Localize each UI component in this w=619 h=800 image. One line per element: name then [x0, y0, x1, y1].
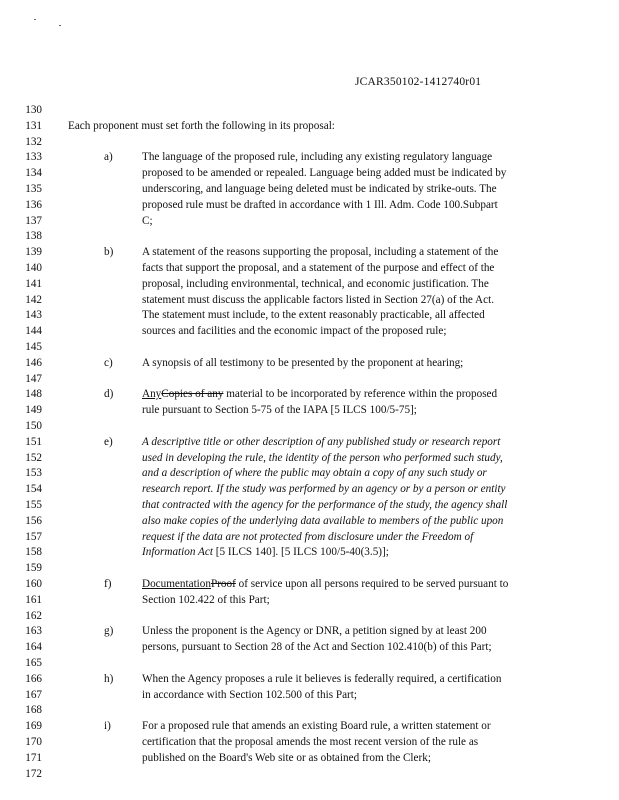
line-number: 149: [25, 404, 42, 417]
line-number: 152: [25, 451, 42, 464]
text-segment: proposal, including environmental, technical, and economic justification. The: [142, 277, 489, 290]
text-segment: sources and facilities and the economic impact of the proposed rule;: [142, 325, 447, 338]
line-number: 170: [25, 736, 42, 748]
line-number: 160: [25, 578, 42, 590]
item-label: a): [104, 151, 113, 164]
document-line: [0, 530, 619, 546]
document-line: [0, 514, 619, 530]
line-number: 132: [25, 135, 42, 148]
line-text: [142, 719, 491, 735]
line-number: 145: [25, 341, 42, 353]
line-number: 156: [25, 514, 42, 527]
text-segment: Unless the proponent is the Agency or DNR, a petition signed by at least 200: [142, 625, 487, 638]
line-number: 142: [25, 293, 42, 306]
line-text: [142, 451, 503, 467]
document-line: [0, 482, 619, 498]
italic-text-segment: and a description of where the public may obtain a copy of any such study or: [142, 467, 487, 480]
line-text: [142, 261, 494, 277]
line-text: [142, 293, 494, 309]
line-number: 168: [25, 704, 42, 717]
italic-text-segment: research report. If the study was performed by an agency or by a person or entity: [142, 483, 506, 496]
text-segment: material to be incorporated by reference within the proposed: [223, 388, 498, 401]
line-number: 133: [25, 151, 42, 164]
text-segment: Section 102.422 of this Part;: [142, 593, 270, 606]
line-text: [142, 403, 417, 419]
line-text: [142, 672, 501, 688]
text-segment: certification that the proposal amends the most recent version of the rule as: [142, 736, 479, 748]
document-line: [0, 435, 619, 451]
line-number: 130: [25, 104, 42, 116]
document-line: [0, 277, 619, 293]
text-segment: facts that support the proposal, and a statement of the purpose and effect of the: [142, 262, 495, 274]
line-number: 165: [25, 657, 42, 669]
document-id-header: JCAR350102-1412740r01: [355, 76, 482, 88]
item-label: i): [104, 720, 111, 733]
document-line: [0, 688, 619, 704]
line-number: 146: [25, 356, 42, 369]
text-segment: proposed to be amended or repealed. Language being added must be indicated by: [142, 167, 507, 180]
line-number: 150: [25, 420, 42, 432]
line-number: 134: [25, 167, 42, 180]
text-segment: statement must discuss the applicable factors listed in Section 27(a) of the Act.: [142, 293, 495, 306]
italic-text-segment: request if the data are not protected from disclosure under the Freedom of: [142, 530, 474, 543]
line-text: [142, 198, 498, 214]
document-line: [0, 293, 619, 309]
italic-text-segment: that contracted with the agency for the performance of the study, the agency shall: [142, 499, 508, 511]
document-line: [0, 245, 619, 261]
item-label: d): [104, 388, 114, 401]
document-line: [0, 119, 619, 135]
line-number: 162: [25, 609, 42, 622]
text-segment: The statement must include, to the extent reasonably practicable, all affected: [142, 309, 485, 322]
line-number: 144: [25, 325, 42, 338]
line-number: 140: [25, 262, 42, 274]
document-line: [0, 166, 619, 182]
line-text: [142, 435, 500, 451]
line-text: [142, 150, 492, 166]
line-number: 136: [25, 198, 42, 211]
scan-speck: [34, 19, 36, 20]
document-line: [0, 214, 619, 230]
item-label: b): [104, 246, 114, 259]
document-line: [0, 403, 619, 419]
text-segment: proposed rule must be drafted in accordance with 1 Ill. Adm. Code 100.Subpart: [142, 198, 498, 211]
document-line: [0, 356, 619, 372]
inserted-text-segment: Documentation: [142, 578, 211, 590]
document-line: [0, 609, 619, 625]
document-line: [0, 624, 619, 640]
document-line: [0, 229, 619, 245]
line-number: 139: [25, 246, 42, 259]
item-label: h): [104, 672, 114, 685]
text-segment: The language of the proposed rule, including any existing regulatory language: [142, 151, 493, 164]
document-line: [0, 372, 619, 388]
text-segment: of service upon all persons required to be served pursuant to: [235, 578, 509, 590]
item-label: e): [104, 435, 113, 448]
document-line: [0, 561, 619, 577]
text-segment: [5 ILCS 140]. [5 ILCS 100/5-40(3.5)];: [212, 546, 389, 559]
deleted-text-segment: Proof: [210, 578, 236, 590]
line-number: 166: [25, 672, 42, 685]
line-number: 148: [25, 388, 42, 401]
document-line: [0, 719, 619, 735]
document-line: [0, 419, 619, 435]
line-number: 158: [25, 546, 42, 559]
line-number: 141: [25, 277, 42, 290]
document-line: [0, 672, 619, 688]
line-number: 154: [25, 483, 42, 496]
line-number: 167: [25, 688, 42, 701]
line-text: [142, 245, 498, 261]
line-number: 147: [25, 372, 42, 385]
text-segment: A statement of the reasons supporting the proposal, including a statement of the: [142, 246, 499, 259]
intro-text: Each proponent must set forth the following in its proposal:: [68, 119, 335, 132]
line-text: [142, 530, 473, 546]
line-number: 161: [25, 593, 42, 606]
line-number: 151: [25, 435, 42, 448]
italic-text-segment: Information Act: [142, 546, 213, 559]
italic-text-segment: A descriptive title or other description of any published study or research report: [142, 435, 501, 448]
line-number: 137: [25, 214, 42, 227]
text-segment: A synopsis of all testimony to be presented by the proponent at hearing;: [142, 356, 464, 369]
line-text: [142, 640, 492, 656]
line-text: [142, 356, 463, 372]
scan-speck: [59, 25, 61, 26]
line-number: 163: [25, 625, 42, 638]
item-label: g): [104, 625, 114, 638]
text-segment: published on the Board's Web site or as obtained from the Clerk;: [142, 751, 431, 764]
line-text: [142, 751, 431, 767]
line-number: 169: [25, 720, 42, 733]
text-segment: underscoring, and language being deleted must be indicated by strike-outs. The: [142, 183, 497, 195]
document-line: [0, 593, 619, 609]
deleted-text-segment: Copies of any: [161, 388, 224, 401]
document-line: [0, 198, 619, 214]
line-text: [142, 624, 487, 640]
line-text: [142, 214, 153, 230]
line-text: [142, 482, 506, 498]
line-number: 153: [25, 467, 42, 480]
document-line: [0, 182, 619, 198]
line-text: [142, 277, 489, 293]
text-segment: rule pursuant to Section 5-75 of the IAPA [5 ILCS 100/5-75];: [142, 404, 417, 417]
line-text: [142, 735, 478, 751]
line-number: 164: [25, 641, 42, 654]
document-line: [0, 751, 619, 767]
document-line: [0, 150, 619, 166]
line-text: [142, 514, 503, 530]
line-number: 138: [25, 230, 42, 243]
line-text: [142, 324, 446, 340]
item-label: f): [104, 578, 112, 590]
document-line: [0, 498, 619, 514]
italic-text-segment: also make copies of the underlying data available to members of the public upon: [142, 514, 504, 527]
line-text: [142, 688, 357, 704]
line-number: 155: [25, 499, 42, 511]
line-text: [142, 498, 507, 514]
line-text: [142, 166, 506, 182]
document-line: [0, 735, 619, 751]
document-line: [0, 451, 619, 467]
document-line: [0, 387, 619, 403]
inserted-text-segment: Any: [142, 388, 162, 401]
line-number: 172: [25, 767, 42, 780]
document-line: [0, 703, 619, 719]
document-line: [0, 640, 619, 656]
item-label: c): [104, 356, 113, 369]
document-line: [0, 577, 619, 593]
document-line: [0, 324, 619, 340]
line-number: 171: [25, 751, 42, 764]
line-text: [142, 387, 497, 403]
text-segment: persons, pursuant to Section 28 of the Act and Section 102.410(b) of this Part;: [142, 641, 492, 654]
italic-text-segment: used in developing the rule, the identity of the person who performed such study,: [142, 451, 503, 464]
line-text: [142, 182, 497, 198]
line-number: 143: [25, 309, 42, 322]
document-line: [0, 308, 619, 324]
document-line: [0, 103, 619, 119]
line-text: [142, 466, 487, 482]
text-segment: When the Agency proposes a rule it believes is federally required, a certification: [142, 672, 502, 685]
line-number: 157: [25, 530, 42, 543]
text-segment: For a proposed rule that amends an existing Board rule, a written statement or: [142, 720, 491, 733]
document-line: [0, 545, 619, 561]
line-text: [142, 593, 270, 609]
text-segment: C;: [142, 214, 153, 227]
text-segment: in accordance with Section 102.500 of this Part;: [142, 688, 357, 701]
line-number: 135: [25, 183, 42, 195]
line-text: [142, 308, 485, 324]
document-line: [0, 767, 619, 783]
line-text: [142, 545, 389, 561]
document-line: [0, 656, 619, 672]
document-line: [0, 261, 619, 277]
line-number: 159: [25, 562, 42, 575]
line-number: 131: [25, 119, 42, 132]
document-line: [0, 135, 619, 151]
line-text: [142, 577, 508, 593]
document-line: [0, 466, 619, 482]
document-line: [0, 340, 619, 356]
